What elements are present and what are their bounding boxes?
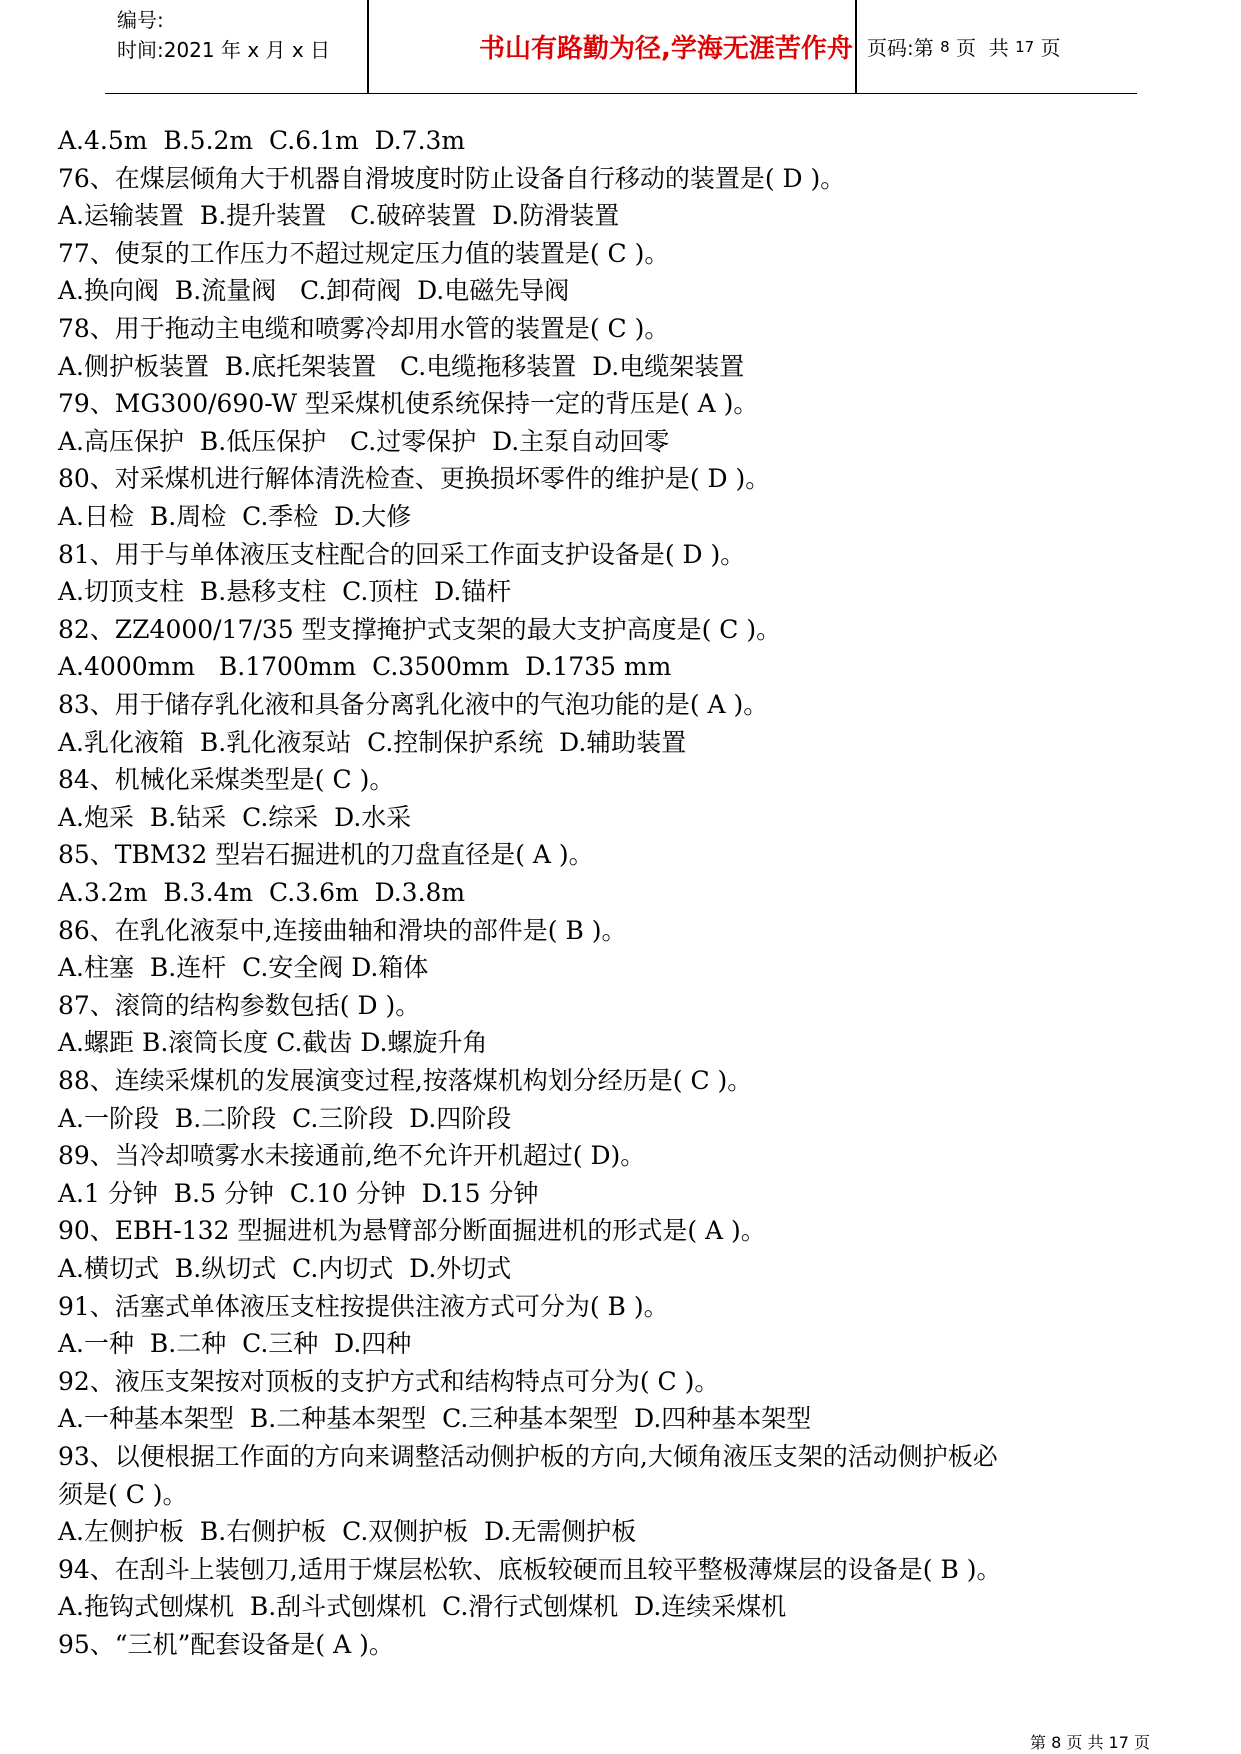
- answer-options: A.高压保护 B.低压保护 C.过零保护 D.主泵自动回零: [58, 426, 670, 456]
- question-text: 82、ZZ4000/17/35 型支撑掩护式支架的最大支护高度是( C )。: [58, 614, 782, 644]
- question-text: 78、用于拖动主电缆和喷雾冷却用水管的装置是( C )。: [58, 314, 670, 343]
- answer-options: A.一阶段 B.二阶段 C.三阶段 D.四阶段: [58, 1103, 512, 1133]
- question-text: 95、“三机”配套设备是( A )。: [58, 1630, 394, 1659]
- question-text: 94、在刮斗上装刨刀,适用于煤层松软、底板较硬而且较平整极薄煤层的设备是( B )。: [58, 1554, 1002, 1584]
- page-prefix: 页码:第: [867, 36, 941, 60]
- page-suffix: 页: [1034, 36, 1061, 60]
- question-text: 须是( C )。: [58, 1479, 188, 1509]
- page-mid: 页 共: [949, 36, 1016, 60]
- answer-options: A.拖钩式刨煤机 B.刮斗式刨煤机 C.滑行式刨煤机 D.连续采煤机: [58, 1592, 787, 1622]
- answer-options: A.日检 B.周检 C.季检 D.大修: [58, 502, 412, 531]
- question-text: 86、在乳化液泵中,连接曲轴和滑块的部件是( B )。: [58, 915, 627, 945]
- answer-options: A.一种基本架型 B.二种基本架型 C.三种基本架型 D.四种基本架型: [58, 1404, 812, 1434]
- answer-options: A.螺距 B.滚筒长度 C.截齿 D.螺旋升角: [58, 1028, 488, 1058]
- page-total: 17: [1015, 37, 1035, 56]
- header-page-info: [867, 0, 1061, 93]
- answer-options: A.横切式 B.纵切式 C.内切式 D.外切式: [58, 1254, 512, 1283]
- answer-options: A.炮采 B.钻采 C.综采 D.水采: [58, 802, 412, 832]
- question-text: 87、滚筒的结构参数包括( D )。: [58, 990, 421, 1020]
- question-text: 92、液压支架按对顶板的支护方式和结构特点可分为( C )。: [58, 1366, 720, 1396]
- header-meta: [105, 0, 367, 93]
- question-text: 77、使泵的工作压力不超过规定压力值的装置是( C )。: [58, 238, 670, 268]
- question-text: 89、当冷却喷雾水未接通前,绝不允许开机超过( D)。: [58, 1141, 646, 1171]
- answer-options: A.一种 B.二种 C.三种 D.四种: [58, 1329, 412, 1359]
- answer-options: A.4000mm B.1700mm C.3500mm D.1735 mm: [58, 652, 672, 682]
- question-text: 93、以便根据工作面的方向来调整活动侧护板的方向,大倾角液压支架的活动侧护板必: [58, 1442, 998, 1471]
- answer-options: A.换向阀 B.流量阀 C.卸荷阀 D.电磁先导阀: [58, 276, 570, 306]
- question-text: 79、MG300/690-W 型采煤机使系统保持一定的背压是( A )。: [58, 389, 759, 419]
- question-text: 81、用于与单体液压支柱配合的回采工作面支护设备是( D )。: [58, 539, 746, 569]
- question-text: 83、用于储存乳化液和具备分离乳化液中的气泡功能的是( A )。: [58, 690, 769, 719]
- header-divider: [855, 0, 857, 93]
- question-text: 91、活塞式单体液压支柱按提供注液方式可分为( B )。: [58, 1291, 669, 1321]
- answer-options: A.1 分钟 B.5 分钟 C.10 分钟 D.15 分钟: [58, 1178, 539, 1208]
- question-text: 85、TBM32 型岩石掘进机的刀盘直径是( A )。: [58, 840, 594, 870]
- question-text: 76、在煤层倾角大于机器自滑坡度时防止设备自行移动的装置是( D )。: [58, 163, 846, 193]
- document-number-label: 编号:: [117, 8, 164, 32]
- answer-options: A.4.5m B.5.2m C.6.1m D.7.3m: [58, 126, 466, 155]
- question-text: 88、连续采煤机的发展演变过程,按落煤机构划分经历是( C )。: [58, 1066, 753, 1095]
- question-text: 84、机械化采煤类型是( C )。: [58, 765, 395, 795]
- answer-options: A.侧护板装置 B.底托架装置 C.电缆拖移装置 D.电缆架装置: [58, 351, 745, 381]
- page-header: [105, 0, 1137, 94]
- document-time: 时间:2021 年 x 月 x 日: [117, 38, 331, 62]
- header-motto: 书山有路勤为径,学海无涯苦作舟: [479, 34, 853, 64]
- answer-options: A.左侧护板 B.右侧护板 C.双侧护板 D.无需侧护板: [58, 1517, 637, 1547]
- answer-options: A.切顶支柱 B.悬移支柱 C.顶柱 D.锚杆: [58, 577, 512, 607]
- answer-options: A.3.2m B.3.4m C.3.6m D.3.8m: [58, 878, 466, 907]
- page-number: 8: [940, 37, 950, 56]
- answer-options: A.运输装置 B.提升装置 C.破碎装置 D.防滑装置: [58, 201, 620, 231]
- answer-options: A.乳化液箱 B.乳化液泵站 C.控制保护系统 D.辅助装置: [58, 727, 687, 757]
- question-text: 90、EBH-132 型掘进机为悬臂部分断面掘进机的形式是( A )。: [58, 1216, 766, 1246]
- page-footer: 第 8 页 共 17 页: [1030, 1733, 1150, 1752]
- question-text: 80、对采煤机进行解体清洗检查、更换损坏零件的维护是( D )。: [58, 464, 771, 494]
- answer-options: A.柱塞 B.连杆 C.安全阀 D.箱体: [58, 953, 429, 983]
